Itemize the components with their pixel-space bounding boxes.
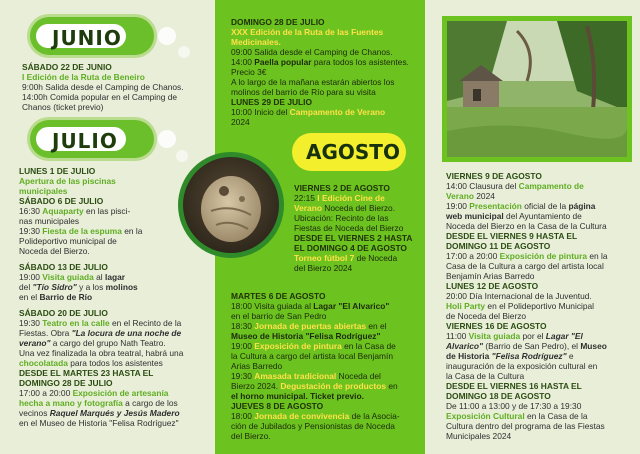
event-line: DESDE EL VIERNES 16 HASTA EL bbox=[446, 381, 582, 391]
text-segment: del Ayuntamiento de bbox=[503, 211, 582, 221]
event-line bbox=[19, 408, 213, 418]
event-line: DESDE EL VIERNES 9 HASTA EL bbox=[446, 231, 578, 241]
event-line: LUNES 12 DE AGOSTO bbox=[446, 281, 539, 291]
text-segment: Noceda del Bierzo. bbox=[321, 203, 396, 213]
event-line: del Bierzo. bbox=[231, 431, 271, 441]
event-line: DOMINGO 28 DE JULIO bbox=[19, 378, 113, 388]
text-segment: de la Asocia- bbox=[349, 411, 400, 421]
event-line: EL DOMINGO 4 DE AGOSTO bbox=[294, 243, 407, 253]
text-segment: 19:30 bbox=[19, 318, 43, 328]
event-line: Chanos (ticket previo) bbox=[22, 102, 104, 112]
text-segment: 16:30 bbox=[19, 206, 43, 216]
text-segment: verano" bbox=[19, 338, 51, 348]
junio-banner bbox=[30, 17, 154, 55]
event-line bbox=[231, 57, 421, 67]
text-segment: Verano bbox=[446, 191, 474, 201]
text-segment: hecha a mano y fotografía bbox=[19, 398, 123, 408]
text-segment: en la Casa de bbox=[341, 341, 396, 351]
event-line bbox=[19, 292, 213, 302]
middle-events-bottom bbox=[231, 291, 421, 441]
event-line: en el Museo de Historia "Felisa Rodríguez" bbox=[19, 418, 179, 428]
event-line bbox=[19, 388, 213, 398]
text-segment: Lagar "El bbox=[545, 331, 583, 341]
text-segment: en la Casa de la bbox=[524, 411, 588, 421]
decor-dot bbox=[158, 130, 176, 148]
event-line: DOMINGO 28 DE JULIO bbox=[231, 17, 325, 27]
event-line: Ubicación: Recinto de las bbox=[294, 213, 389, 223]
text-segment: 2024 bbox=[473, 191, 495, 201]
text-segment: 17:00 a 20:00 bbox=[446, 251, 500, 261]
text-segment: Museo bbox=[580, 341, 607, 351]
junio-events bbox=[22, 62, 214, 112]
text-segment: 19:00 bbox=[446, 201, 470, 211]
text-segment: Lagar "El Alvarico" bbox=[313, 301, 390, 311]
text-segment: y a los bbox=[76, 282, 106, 292]
event-line bbox=[19, 318, 213, 328]
text-segment: en la bbox=[587, 251, 608, 261]
event-line: 9:00h Salida desde el Camping de Chanos. bbox=[22, 82, 184, 92]
text-segment: Exposición Cultural bbox=[446, 411, 525, 421]
agosto-banner bbox=[292, 133, 406, 171]
event-line: 14:00h Comida popular en el Camping de bbox=[22, 92, 178, 102]
text-segment: en el bbox=[19, 292, 40, 302]
right-events bbox=[446, 171, 630, 441]
event-line bbox=[231, 301, 421, 311]
decor-dot bbox=[158, 27, 176, 45]
text-segment: chocolatada bbox=[19, 358, 68, 368]
event-line: De 11:00 a 13:00 y de 17:30 a 19:30 bbox=[446, 401, 582, 411]
event-line: en el barrio de San Pedro bbox=[231, 311, 327, 321]
text-segment: al bbox=[93, 272, 105, 282]
event-line: VIERNES 9 DE AGOSTO bbox=[446, 171, 542, 181]
event-line: 2024 bbox=[231, 117, 250, 127]
text-segment: 22:15 bbox=[294, 193, 318, 203]
event-line bbox=[446, 201, 630, 211]
text-segment: 18:00 bbox=[231, 411, 255, 421]
event-line: la Cultura a cargo del artista local Benjamín bbox=[231, 351, 393, 361]
text-segment: para todos los asistentes bbox=[67, 358, 163, 368]
event-line bbox=[231, 321, 421, 331]
text-segment: Holi Party bbox=[446, 301, 486, 311]
event-line: XXX Edición de la Ruta de las Fuentes bbox=[231, 27, 384, 37]
text-segment: 19:30 bbox=[231, 371, 255, 381]
stone-mill-photo bbox=[447, 21, 627, 157]
text-segment: oficial de la bbox=[521, 201, 569, 211]
junio-title: JUNIO bbox=[52, 26, 122, 50]
text-segment: "Felisa Rodríguez" bbox=[491, 351, 567, 361]
event-line bbox=[231, 371, 421, 381]
text-segment: por el bbox=[520, 331, 546, 341]
text-segment: Exposición de artesanía bbox=[72, 388, 169, 398]
event-line: DOMINGO 18 DE AGOSTO bbox=[446, 391, 551, 401]
text-segment: 10:00 Inicio del bbox=[231, 107, 290, 117]
julio-title: JULIO bbox=[52, 129, 118, 153]
text-segment: Aquaparty bbox=[42, 206, 84, 216]
event-line: Noceda del Bierzo. bbox=[19, 246, 90, 256]
event-line: Una vez finalizada la obra teatral, habrá una bbox=[19, 348, 184, 358]
text-segment: Fiestas. Obra bbox=[19, 328, 72, 338]
text-segment: en las pisci- bbox=[83, 206, 131, 216]
text-segment: I Edición Cine de bbox=[317, 193, 385, 203]
text-segment: Barrio de Río bbox=[39, 292, 93, 302]
agosto-title: AGOSTO bbox=[306, 140, 400, 164]
event-line: ción de Jubilados y Pensionistas de Noceda bbox=[231, 421, 395, 431]
event-line bbox=[294, 203, 424, 213]
text-segment: 11:00 bbox=[446, 331, 469, 341]
event-line bbox=[446, 211, 630, 221]
event-line bbox=[446, 251, 630, 261]
event-line bbox=[19, 398, 213, 408]
text-segment: Alvarico" bbox=[446, 341, 484, 351]
text-segment: Torneo fútbol 7 bbox=[294, 253, 355, 263]
event-line bbox=[19, 328, 213, 338]
text-segment: Presentación bbox=[469, 201, 522, 211]
decor-dot bbox=[178, 46, 190, 58]
event-line: nas municipales bbox=[19, 216, 80, 226]
event-line: la Casa de la Cultura bbox=[446, 371, 525, 381]
text-segment: (Barrio de San Pedro), el bbox=[483, 341, 581, 351]
text-segment: en el Polideportivo Municipal bbox=[485, 301, 595, 311]
event-line: molinos del barrio de Río para su visita bbox=[231, 87, 376, 97]
event-line: municipales bbox=[19, 186, 68, 196]
text-segment: en el bbox=[366, 321, 387, 331]
event-line: inauguración de la exposición cultural en bbox=[446, 361, 598, 371]
text-segment: molinos bbox=[105, 282, 138, 292]
event-line: SÁBADO 6 DE JULIO bbox=[19, 196, 104, 206]
text-segment: Amasada tradicional bbox=[254, 371, 337, 381]
middle-events-agosto bbox=[294, 183, 424, 273]
event-line bbox=[231, 341, 421, 351]
text-segment: Jornada de convivencia bbox=[254, 411, 350, 421]
text-segment: Visita guiada bbox=[468, 331, 521, 341]
text-segment: vecinos bbox=[19, 408, 50, 418]
event-line: I Edición de la Ruta de Beneiro bbox=[22, 72, 145, 82]
text-segment: en la bbox=[121, 226, 143, 236]
text-segment: del bbox=[19, 282, 33, 292]
text-segment: e bbox=[566, 351, 574, 361]
event-line: Cultura dentro del programa de las Fiestas bbox=[446, 421, 605, 431]
text-segment: en el Recinto de la bbox=[109, 318, 182, 328]
text-segment: 18:00 Visita guiada al bbox=[231, 301, 314, 311]
event-line bbox=[446, 341, 630, 351]
event-line: el horno municipal. Ticket previo. bbox=[231, 391, 364, 401]
event-line: MARTES 6 DE AGOSTO bbox=[231, 291, 326, 301]
text-segment: 19:00 bbox=[19, 272, 43, 282]
event-line bbox=[294, 193, 424, 203]
event-line bbox=[19, 338, 213, 348]
text-segment: Campamento de bbox=[518, 181, 584, 191]
text-segment: Jornada de puertas abiertas bbox=[254, 321, 367, 331]
text-segment: de Noceda bbox=[354, 253, 398, 263]
event-line: SÁBADO 22 DE JUNIO bbox=[22, 62, 112, 72]
event-line bbox=[231, 107, 421, 117]
event-line bbox=[446, 301, 630, 311]
text-segment: 18:30 bbox=[231, 321, 255, 331]
event-line: del Bierzo 2024 bbox=[294, 263, 353, 273]
text-segment: Campamento de Verano bbox=[289, 107, 386, 117]
event-line bbox=[446, 191, 630, 201]
event-line: JUEVES 8 DE AGOSTO bbox=[231, 401, 324, 411]
event-line: Casa de la Cultura a cargo del artista local bbox=[446, 261, 604, 271]
text-segment: Exposición de pintura bbox=[499, 251, 588, 261]
event-line bbox=[19, 272, 213, 282]
text-segment: 14:00 bbox=[231, 57, 255, 67]
text-segment: a cargo de los bbox=[122, 398, 178, 408]
event-line: Noceda del Bierzo en la Casa de la Cultura bbox=[446, 221, 607, 231]
text-segment: a cargo del grupo Nath Teatro. bbox=[50, 338, 166, 348]
event-line bbox=[231, 381, 421, 391]
event-line bbox=[294, 253, 424, 263]
event-line: Apertura de las piscinas bbox=[19, 176, 116, 186]
event-line: DESDE EL VIERNES 2 HASTA bbox=[294, 233, 413, 243]
event-line: DOMINGO 11 DE AGOSTO bbox=[446, 241, 551, 251]
text-segment: Fiesta de la espuma bbox=[42, 226, 122, 236]
event-line: 09:00 Salida desde el Camping de Chanos. bbox=[231, 47, 393, 57]
event-line: Polideportivo municipal de bbox=[19, 236, 117, 246]
text-segment: Bierzo 2024. bbox=[231, 381, 281, 391]
event-line: Benjamín Arias Barredo bbox=[446, 271, 535, 281]
julio-banner bbox=[30, 120, 154, 158]
event-line: Precio 3€ bbox=[231, 67, 267, 77]
event-line: A lo largo de la mañana estarán abiertos los bbox=[231, 77, 395, 87]
event-line: de Noceda del Bierzo bbox=[446, 311, 527, 321]
text-segment: Verano bbox=[294, 203, 322, 213]
text-segment: lagar bbox=[105, 272, 126, 282]
text-segment: "Tío Sidro" bbox=[32, 282, 77, 292]
text-segment: Degustación de productos bbox=[280, 381, 386, 391]
event-line: LUNES 1 DE JULIO bbox=[19, 166, 96, 176]
text-segment: Raquel Marqués y Jesús Madero bbox=[49, 408, 180, 418]
mill-photo-frame bbox=[442, 16, 632, 162]
text-segment: web municipal bbox=[446, 211, 504, 221]
event-line bbox=[446, 411, 630, 421]
event-line: 20:00 Día Internacional de la Juventud. bbox=[446, 291, 592, 301]
text-segment: "La locura de una noche de bbox=[71, 328, 182, 338]
event-line: LUNES 29 DE JULIO bbox=[231, 97, 312, 107]
event-line: Museo de Historia "Felisa Rodríguez" bbox=[231, 331, 381, 341]
event-line: Medicinales. bbox=[231, 37, 281, 47]
text-segment: página bbox=[568, 201, 596, 211]
carved-stone-photo bbox=[176, 149, 286, 261]
event-line bbox=[446, 331, 630, 341]
event-line bbox=[19, 282, 213, 292]
event-line: DESDE EL MARTES 23 HASTA EL bbox=[19, 368, 154, 378]
text-segment: para todos los asistentes. bbox=[311, 57, 409, 67]
event-line: Fiestas de Noceda del Bierzo bbox=[294, 223, 404, 233]
text-segment: Exposición de pintura bbox=[254, 341, 342, 351]
event-line: VIERNES 16 DE AGOSTO bbox=[446, 321, 547, 331]
text-segment: Visita guiada bbox=[42, 272, 94, 282]
text-segment: Noceda del bbox=[336, 371, 381, 381]
event-line: Municipales 2024 bbox=[446, 431, 512, 441]
text-segment: 17:00 a 20:00 bbox=[19, 388, 73, 398]
event-line: SÁBADO 20 DE JULIO bbox=[19, 308, 108, 318]
event-line bbox=[446, 351, 630, 361]
event-line bbox=[19, 358, 213, 368]
text-segment: Paella popular bbox=[254, 57, 312, 67]
text-segment: 14:00 Clausura del bbox=[446, 181, 519, 191]
event-line bbox=[231, 411, 421, 421]
event-line bbox=[446, 181, 630, 191]
text-segment: en bbox=[386, 381, 398, 391]
middle-events-top bbox=[231, 17, 421, 127]
event-line: Arias Barredo bbox=[231, 361, 283, 371]
event-line: SÁBADO 13 DE JULIO bbox=[19, 262, 108, 272]
text-segment: Teatro en la calle bbox=[42, 318, 110, 328]
event-line: VIERNES 2 DE AGOSTO bbox=[294, 183, 390, 193]
text-segment: de Historia bbox=[446, 351, 492, 361]
text-segment: 19:30 bbox=[19, 226, 43, 236]
text-segment: 19:00 bbox=[231, 341, 255, 351]
